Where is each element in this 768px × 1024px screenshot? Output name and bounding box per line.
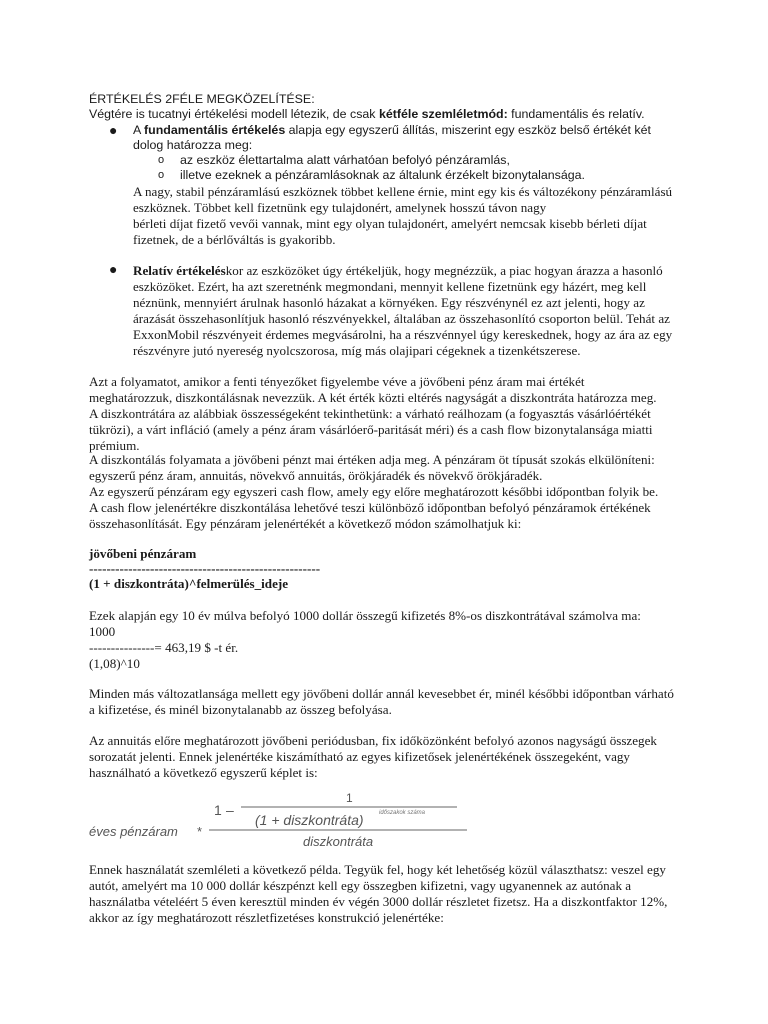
bullet2-line: árazását összehasonlítjuk hasonló részvényekkel, általában az összehasonlító csoporton belül. Tehát az bbox=[133, 311, 670, 326]
annuity-formula-image bbox=[89, 790, 489, 850]
intro-line: Végtére is tucatnyi értékelési modell létezik, de csak kétféle szemléletmód: fundamentális és relatív. bbox=[89, 107, 645, 121]
body-line: A diszkontrátára az alábbiak összességeként tekinthetünk: a várható reálhozam (a fogyasztás vásárlóértékét bbox=[89, 406, 651, 421]
sub-bullet-1: az eszköz élettartalma alatt várhatóan befolyó pénzáramlás, bbox=[180, 153, 510, 167]
body-line: egyszerű pénz áram, annuitás, növekvő annuitás, örökjáradék és növekvő örökjáradék. bbox=[89, 468, 543, 483]
body-line: Ennek használatát szemléleti a következő példa. Tegyük fel, hogy két lehetőség közül választhatsz: veszel egy bbox=[89, 862, 666, 877]
bullet1-line1: A fundamentális értékelés alapja egy egyszerű állítás, miszerint egy eszköz belső értékét két bbox=[133, 123, 651, 137]
bullet-dot-icon: ● bbox=[109, 122, 118, 138]
fraction-denominator: (1 + diszkontráta)^felmerülés_ideje bbox=[89, 576, 289, 591]
sub-bullet-circle-icon: o bbox=[158, 154, 165, 166]
bullet1-line2: dolog határozza meg: bbox=[133, 138, 253, 152]
bullet2-line: ExxonMobil részvényeit érdemes megvásárolni, ha a részvénnyel úgy kereskednek, hogy az ára az egy bbox=[133, 327, 673, 342]
body-line: összehasonlítását. Egy pénzáram jelenértékét a következő módon számolhatjuk ki: bbox=[89, 516, 522, 531]
bullet2-line: néznünk, mennyiért árulnak hasonló házakat a környéken. Egy részvénynél ez azt jelenti, hogy az bbox=[133, 295, 645, 310]
bullet1-para-line: fizetnek, de a bérlőváltás is gyakoribb. bbox=[133, 232, 336, 247]
section-heading: ÉRTÉKELÉS 2FÉLE MEGKÖZELÍTÉSE: bbox=[89, 92, 315, 106]
body-line: akkor az így meghatározott részletfizetéses konstrukció jelenértéke: bbox=[89, 910, 444, 925]
intro-bold: kétféle szemléletmód: bbox=[378, 107, 508, 121]
fraction-divider: ----------------------------------------------------- bbox=[89, 561, 321, 576]
formula-outer-denominator: diszkontráta bbox=[303, 834, 374, 849]
body-line: A cash flow jelenértékre diszkontálása lehetővé teszi különböző időpontban befolyó pénzáramok értékének bbox=[89, 500, 651, 515]
example-line: Ezek alapján egy 10 év múlva befolyó 1000 dollár összegű kifizetés 8%-os diszkontrátával számolva ma: bbox=[89, 608, 641, 623]
formula-minus: – bbox=[226, 802, 234, 818]
formula-inner-numerator: 1 bbox=[346, 791, 353, 805]
body-line: Az egyszerű pénzáram egy egyszeri cash flow, amely egy előre meghatározott későbbi időpontban folyik be. bbox=[89, 484, 659, 499]
body-line: prémium. bbox=[89, 438, 140, 453]
body-line: Minden más változatlansága mellett egy jövőbeni dollár annál kevesebbet ér, minél későbbi időpontban várható bbox=[89, 686, 674, 701]
example-line: ---------------= 463,19 $ -t ér. bbox=[89, 640, 239, 655]
bullet2-line: eszközöket. Ezért, ha azt szeretnénk megmondani, mennyit kellene fizetnünk egy házért, meg kell bbox=[133, 279, 647, 294]
body-line: használatba vételéért 5 éven keresztül minden év végén 3000 dollár részletet fizetsz. Ha a diszkontfaktor 12%, bbox=[89, 894, 668, 909]
body-line: tükrözi), a várt infláció (amely a pénz áram vásárlóerő-paritását méri) és a cash flow bizonytalansága miatti bbox=[89, 422, 653, 437]
formula-times: * bbox=[197, 824, 203, 839]
bullet2-line: részvényre jutó nyereség nyolcszorosa, míg más olajipari cégeknek a tizenkétszerese. bbox=[133, 343, 581, 358]
example-line: 1000 bbox=[89, 624, 116, 639]
body-line: Azt a folyamatot, amikor a fenti tényezőket figyelembe véve a jövőbeni pénz áram mai értékét bbox=[89, 374, 585, 389]
formula-one: 1 bbox=[214, 802, 222, 818]
formula-label: éves pénzáram bbox=[89, 824, 178, 839]
formula-inner-denominator: (1 + diszkontráta) bbox=[255, 812, 364, 828]
body-line: meghatározzuk, diszkontálásnak nevezzük. A két érték közti eltérés nagyságát a diszkontráta határozza meg. bbox=[89, 390, 657, 405]
bullet2-line1: Relatív értékeléskor az eszközöket úgy értékeljük, hogy megnézzük, a piac hogyan árazza a hasonló bbox=[133, 263, 663, 278]
bullet-dot-icon: ● bbox=[109, 263, 118, 278]
sub-bullet-circle-icon: o bbox=[158, 169, 165, 181]
bullet1-para-line: A nagy, stabil pénzáramlású eszköznek többet kellene érnie, mint egy kis és változékony pénzáramlású bbox=[133, 184, 673, 199]
body-line: autót, amelyért ma 10 000 dollár készpénzt kell egy összegben kifizetni, vagy ugyanennek az autónak a bbox=[89, 878, 632, 893]
body-line: használható a következő egyszerű képlet is: bbox=[89, 765, 318, 780]
body-line: Az annuitás előre meghatározott jövőbeni periódusban, fix időközönként befolyó azonos nagyságú összegek bbox=[89, 733, 657, 748]
body-line: a kifizetése, és minél bizonytalanabb az összeg befolyása. bbox=[89, 702, 392, 717]
body-line: sorozatát jelenti. Ennek jelenértéke kiszámítható az egyes kifizetősek jelenértékének összegeként, vagy bbox=[89, 749, 630, 764]
bullet1-para-line: bérleti díjat fizető vevői vannak, mint egy olyan tulajdonért, amelyért nemcsak kisebb bérleti díjat bbox=[133, 216, 647, 231]
formula-exponent: időszakok száma bbox=[379, 810, 426, 816]
body-line: A diszkontálás folyamata a jövőbeni pénzt mai értéken adja meg. A pénzáram öt típusát szokás elkülöníteni: bbox=[89, 452, 655, 467]
sub-bullet-2: illetve ezeknek a pénzáramlásoknak az általunk érzékelt bizonytalansága. bbox=[180, 168, 585, 182]
bullet1-para-line: eszköznek. Többet kell fizetnünk egy tulajdonért, amelynek hosszú távon nagy bbox=[133, 200, 547, 215]
fraction-numerator: jövőbeni pénzáram bbox=[89, 546, 197, 561]
example-line: (1,08)^10 bbox=[89, 656, 140, 671]
